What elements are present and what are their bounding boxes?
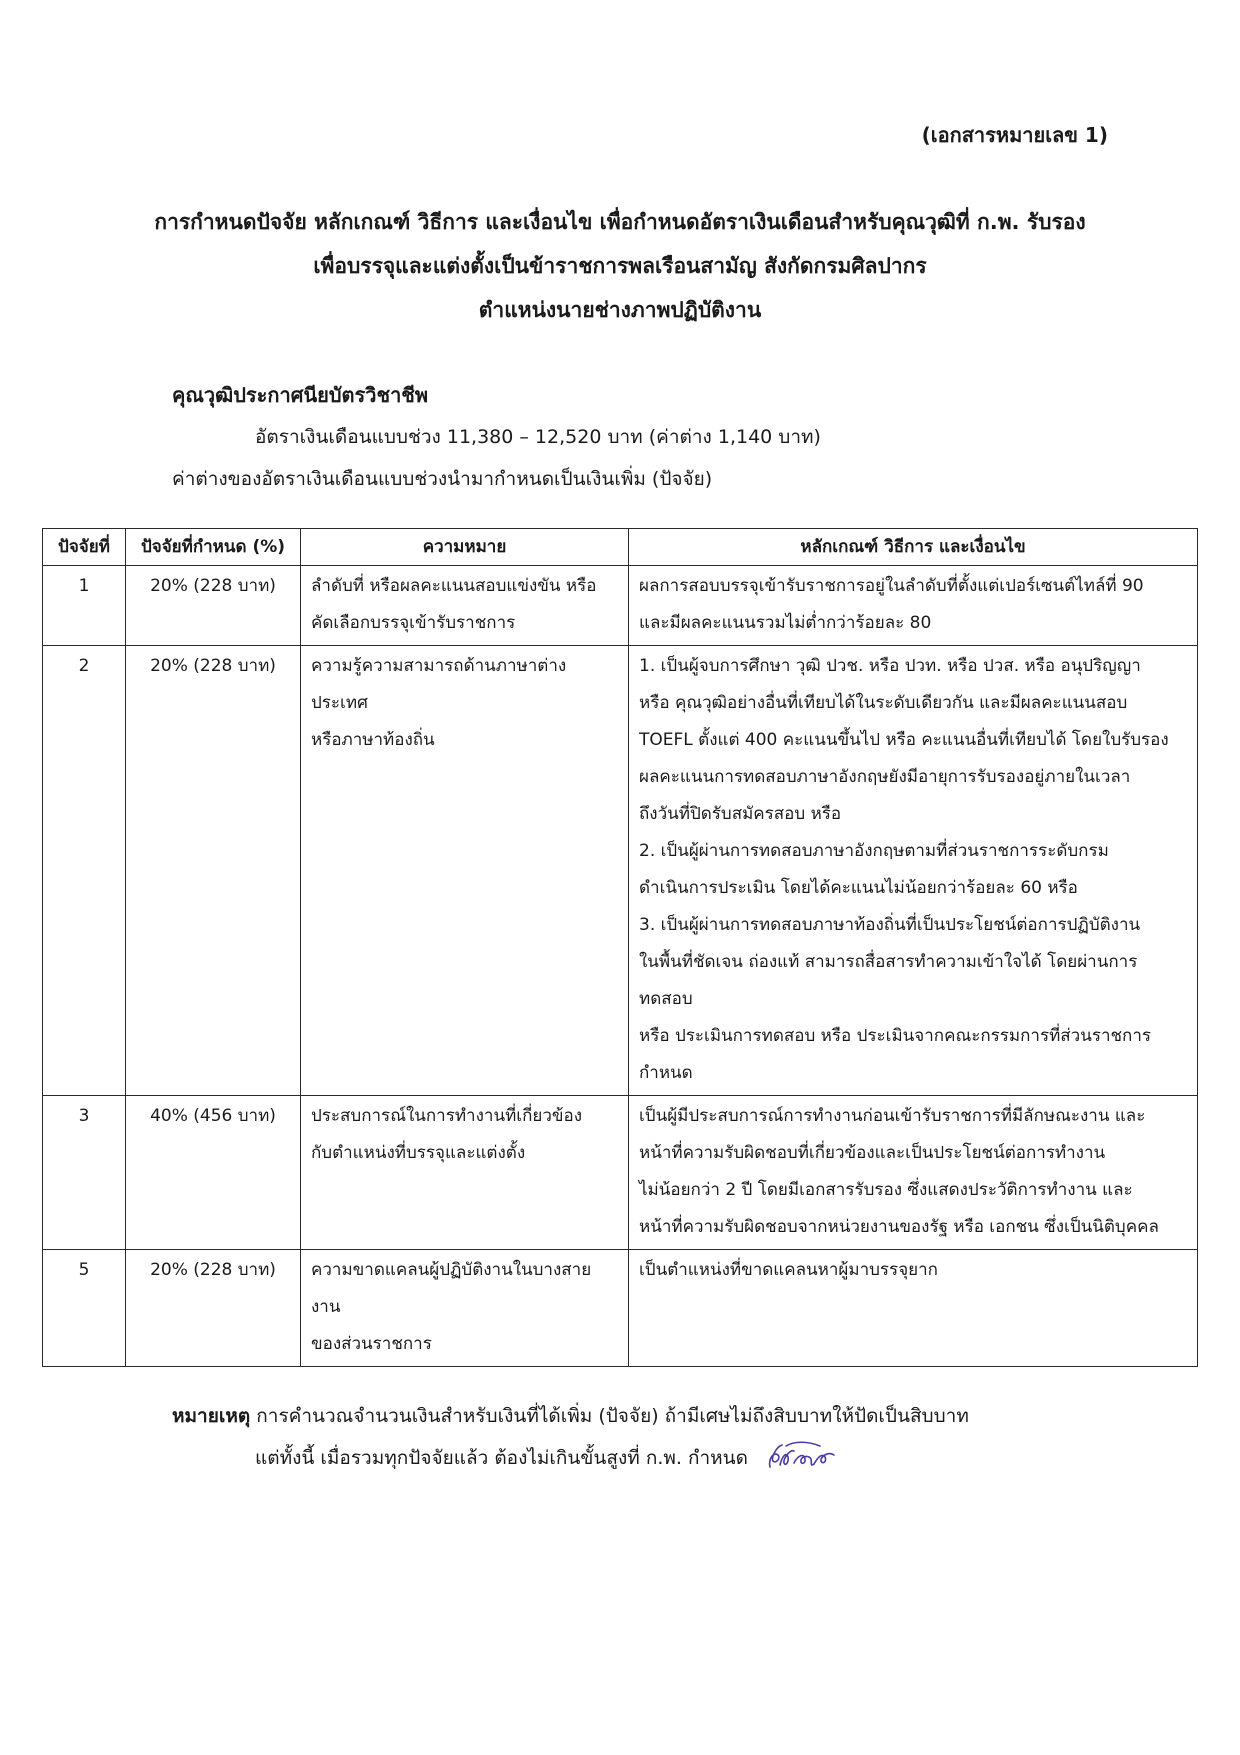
table-row bbox=[43, 566, 1198, 646]
meaning-line: ความขาดแคลนผู้ปฏิบัติงานในบางสายงาน bbox=[311, 1260, 592, 1317]
table-row bbox=[43, 1250, 1198, 1367]
remark-line bbox=[0, 1395, 1240, 1437]
title-line: เพื่อบรรจุและแต่งตั้งเป็นข้าราชการพลเรือนสามัญ สังกัดกรมศิลปากร bbox=[313, 254, 927, 278]
factor-criteria bbox=[629, 1096, 1198, 1250]
criteria-line: ผลการสอบบรรจุเข้ารับราชการอยู่ในลำดับที่ตั้งแต่เปอร์เซนต์ไทล์ที่ 90 bbox=[639, 576, 1144, 596]
criteria-line: เป็นตำแหน่งที่ขาดแคลนหาผู้มาบรรจุยาก bbox=[639, 1260, 938, 1280]
factor-meaning bbox=[301, 1096, 629, 1250]
criteria-line: ผลคะแนนการทดสอบภาษาอังกฤษยังมีอายุการรับรองอยู่ภายในเวลา bbox=[639, 767, 1131, 787]
meaning-line: หรือภาษาท้องถิ่น bbox=[311, 730, 435, 750]
factor-meaning bbox=[301, 1250, 629, 1367]
criteria-line: TOEFL ตั้งแต่ 400 คะแนนขึ้นไป หรือ คะแนนอื่นที่เทียบได้ โดยใบรับรอง bbox=[639, 730, 1169, 750]
factor-number: 2 bbox=[43, 646, 126, 1096]
factor-meaning bbox=[301, 566, 629, 646]
factor-meaning bbox=[301, 646, 629, 1096]
table-row bbox=[43, 1096, 1198, 1250]
table-header-row bbox=[43, 529, 1198, 566]
meaning-line: ของส่วนราชการ bbox=[311, 1334, 432, 1354]
header-factor-rate: ปัจจัยที่กำหนด (%) bbox=[126, 529, 301, 566]
factor-number: 3 bbox=[43, 1096, 126, 1250]
salary-difference-note: ค่าต่างของอัตราเงินเดือนแบบช่วงนำมากำหนดเป็นเงินเพิ่ม (ปัจจัย) bbox=[172, 468, 713, 490]
criteria-line: ในพื้นที่ชัดเจน ถ่องแท้ สามารถสื่อสารทำความเข้าใจได้ โดยผ่านการทดสอบ bbox=[639, 952, 1138, 1009]
factors-table bbox=[42, 528, 1198, 1367]
remark-line bbox=[0, 1437, 1240, 1479]
table-row bbox=[43, 646, 1198, 1096]
criteria-line: กำหนด bbox=[639, 1063, 693, 1083]
factor-number: 5 bbox=[43, 1250, 126, 1367]
remark-label: หมายเหตุ bbox=[172, 1405, 251, 1427]
criteria-line: ถึงวันที่ปิดรับสมัครสอบ หรือ bbox=[639, 804, 842, 824]
criteria-line: 3. เป็นผู้ผ่านการทดสอบภาษาท้องถิ่นที่เป็นประโยชน์ต่อการปฏิบัติงาน bbox=[639, 915, 1141, 935]
criteria-line: หน้าที่ความรับผิดชอบที่เกี่ยวข้องและเป็นประโยชน์ต่อการทำงาน bbox=[639, 1143, 1106, 1163]
criteria-line: 2. เป็นผู้ผ่านการทดสอบภาษาอังกฤษตามที่ส่วนราชการระดับกรม bbox=[639, 841, 1109, 861]
criteria-line: หน้าที่ความรับผิดชอบจากหน่วยงานของรัฐ หรือ เอกชน ซึ่งเป็นนิติบุคคล bbox=[639, 1217, 1159, 1237]
factor-rate: 20% (228 บาท) bbox=[126, 1250, 301, 1367]
criteria-line: หรือ คุณวุฒิอย่างอื่นที่เทียบได้ในระดับเดียวกัน และมีผลคะแนนสอบ bbox=[639, 693, 1128, 713]
criteria-line: ดำเนินการประเมิน โดยได้คะแนนไม่น้อยกว่าร้อยละ 60 หรือ bbox=[639, 878, 1078, 898]
remark-note bbox=[0, 1395, 1240, 1479]
remark-text: การคำนวณจำนวนเงินสำหรับเงินที่ได้เพิ่ม (ปัจจัย) ถ้ามีเศษไม่ถึงสิบบาทให้ปัดเป็นสิบบาท bbox=[256, 1405, 969, 1427]
title-line: การกำหนดปัจจัย หลักเกณฑ์ วิธีการ และเงื่อนไข เพื่อกำหนดอัตราเงินเดือนสำหรับคุณวุฒิที่ ก.พ. รับรอง bbox=[154, 210, 1086, 234]
criteria-line: ไม่น้อยกว่า 2 ปี โดยมีเอกสารรับรอง ซึ่งแสดงประวัติการทำงาน และ bbox=[639, 1180, 1133, 1200]
meaning-line: ลำดับที่ หรือผลคะแนนสอบแข่งขัน หรือ bbox=[311, 576, 597, 596]
criteria-line: เป็นผู้มีประสบการณ์การทำงานก่อนเข้ารับราชการที่มีลักษณะงาน และ bbox=[639, 1106, 1146, 1126]
factor-criteria bbox=[629, 646, 1198, 1096]
factor-number: 1 bbox=[43, 566, 126, 646]
document-title bbox=[0, 200, 1240, 332]
title-line: ตำแหน่งนายช่างภาพปฏิบัติงาน bbox=[478, 298, 762, 322]
header-criteria: หลักเกณฑ์ วิธีการ และเงื่อนไข bbox=[629, 529, 1198, 566]
header-factor-number: ปัจจัยที่ bbox=[43, 529, 126, 566]
factor-criteria bbox=[629, 1250, 1198, 1367]
qualification-heading: คุณวุฒิประกาศนียบัตรวิชาชีพ bbox=[172, 383, 429, 407]
meaning-line: ความรู้ความสามารถด้านภาษาต่างประเทศ bbox=[311, 656, 567, 713]
meaning-line: กับตำแหน่งที่บรรจุและแต่งตั้ง bbox=[311, 1143, 526, 1163]
criteria-line: 1. เป็นผู้จบการศึกษา วุฒิ ปวช. หรือ ปวท. หรือ ปวส. หรือ อนุปริญญา bbox=[639, 656, 1141, 676]
handwritten-initials-signature bbox=[764, 1437, 838, 1475]
factor-rate: 20% (228 บาท) bbox=[126, 646, 301, 1096]
factor-rate: 20% (228 บาท) bbox=[126, 566, 301, 646]
criteria-line: และมีผลคะแนนรวมไม่ต่ำกว่าร้อยละ 80 bbox=[639, 613, 932, 633]
header-meaning: ความหมาย bbox=[301, 529, 629, 566]
factor-criteria bbox=[629, 566, 1198, 646]
document-number: (เอกสารหมายเลข 1) bbox=[921, 123, 1108, 147]
criteria-line: หรือ ประเมินการทดสอบ หรือ ประเมินจากคณะกรรมการที่ส่วนราชการ bbox=[639, 1026, 1152, 1046]
factor-rate: 40% (456 บาท) bbox=[126, 1096, 301, 1250]
remark-text: แต่ทั้งนี้ เมื่อรวมทุกปัจจัยแล้ว ต้องไม่เกินขั้นสูงที่ ก.พ. กำหนด bbox=[255, 1447, 749, 1469]
meaning-line: คัดเลือกบรรจุเข้ารับราชการ bbox=[311, 613, 516, 633]
salary-range: อัตราเงินเดือนแบบช่วง 11,380 – 12,520 บาท (ค่าต่าง 1,140 บาท) bbox=[255, 426, 821, 448]
meaning-line: ประสบการณ์ในการทำงานที่เกี่ยวข้อง bbox=[311, 1106, 583, 1126]
